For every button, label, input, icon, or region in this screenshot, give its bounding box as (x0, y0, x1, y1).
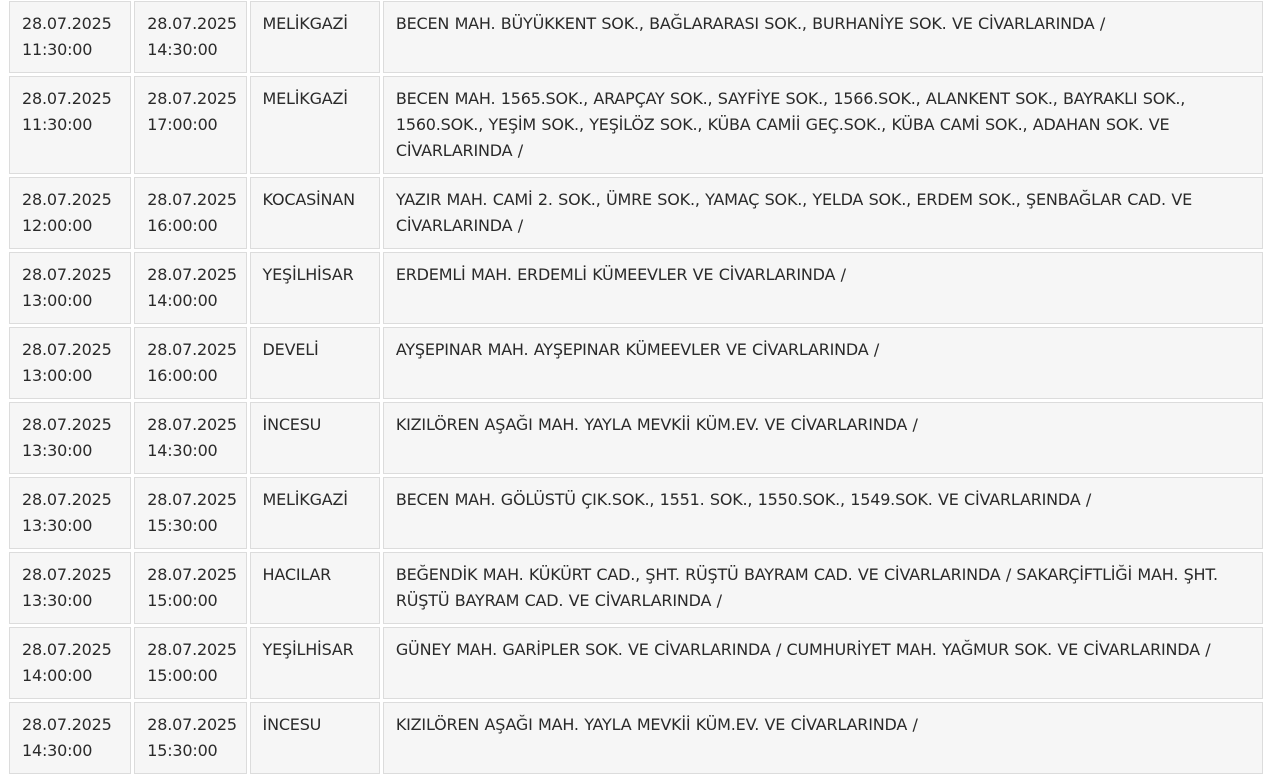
table-row (9, 76, 1263, 174)
start-time: 13:30:00 (22, 516, 93, 535)
end-datetime-cell (134, 1, 246, 73)
outage-table-container (6, 0, 1266, 777)
end-time: 15:00:00 (147, 666, 218, 685)
district-cell: MELİKGAZİ (250, 76, 380, 174)
area-cell: AYŞEPINAR MAH. AYŞEPINAR KÜMEEVLER VE CİVARLARINDA / (383, 327, 1263, 399)
start-date: 28.07.2025 (22, 715, 112, 734)
table-row (9, 477, 1263, 549)
table-row (9, 627, 1263, 699)
end-date: 28.07.2025 (147, 490, 237, 509)
table-row (9, 252, 1263, 324)
start-date: 28.07.2025 (22, 640, 112, 659)
end-datetime-cell (134, 627, 246, 699)
start-date: 28.07.2025 (22, 340, 112, 359)
start-datetime-cell (9, 552, 131, 624)
start-date: 28.07.2025 (22, 490, 112, 509)
end-datetime-cell (134, 552, 246, 624)
start-datetime-cell (9, 252, 131, 324)
end-time: 14:30:00 (147, 40, 218, 59)
start-datetime-cell (9, 76, 131, 174)
end-date: 28.07.2025 (147, 565, 237, 584)
start-datetime-cell (9, 702, 131, 774)
start-date: 28.07.2025 (22, 415, 112, 434)
table-row (9, 327, 1263, 399)
end-datetime-cell (134, 327, 246, 399)
start-date: 28.07.2025 (22, 190, 112, 209)
district-cell: DEVELİ (250, 327, 380, 399)
area-cell: KIZILÖREN AŞAĞI MAH. YAYLA MEVKİİ KÜM.EV. VE CİVARLARINDA / (383, 702, 1263, 774)
start-date: 28.07.2025 (22, 89, 112, 108)
table-row (9, 702, 1263, 774)
area-cell: BECEN MAH. BÜYÜKKENT SOK., BAĞLARARASI SOK., BURHANİYE SOK. VE CİVARLARINDA / (383, 1, 1263, 73)
end-time: 16:00:00 (147, 216, 218, 235)
district-cell: YEŞİLHİSAR (250, 252, 380, 324)
table-row (9, 402, 1263, 474)
start-datetime-cell (9, 327, 131, 399)
start-time: 14:30:00 (22, 741, 93, 760)
start-datetime-cell (9, 177, 131, 249)
end-time: 15:30:00 (147, 741, 218, 760)
end-datetime-cell (134, 702, 246, 774)
end-time: 14:00:00 (147, 291, 218, 310)
start-date: 28.07.2025 (22, 565, 112, 584)
end-datetime-cell (134, 477, 246, 549)
end-date: 28.07.2025 (147, 715, 237, 734)
start-datetime-cell (9, 627, 131, 699)
start-time: 13:00:00 (22, 291, 93, 310)
start-date: 28.07.2025 (22, 14, 112, 33)
district-cell: HACILAR (250, 552, 380, 624)
start-time: 11:30:00 (22, 115, 93, 134)
district-cell: İNCESU (250, 402, 380, 474)
end-time: 15:00:00 (147, 591, 218, 610)
start-time: 14:00:00 (22, 666, 93, 685)
end-date: 28.07.2025 (147, 89, 237, 108)
start-date: 28.07.2025 (22, 265, 112, 284)
start-datetime-cell (9, 1, 131, 73)
end-datetime-cell (134, 402, 246, 474)
area-cell: BECEN MAH. 1565.SOK., ARAPÇAY SOK., SAYFİYE SOK., 1566.SOK., ALANKENT SOK., BAYRAKLI SOK., 1560.SOK., YEŞİM SOK., YEŞİLÖZ SOK., KÜBA CAMİİ GEÇ.SOK., KÜBA CAMİ SOK., ADAHAN SOK. VE CİVARLARINDA / (383, 76, 1263, 174)
area-cell: BECEN MAH. GÖLÜSTÜ ÇIK.SOK., 1551. SOK., 1550.SOK., 1549.SOK. VE CİVARLARINDA / (383, 477, 1263, 549)
district-cell: MELİKGAZİ (250, 477, 380, 549)
end-date: 28.07.2025 (147, 340, 237, 359)
end-time: 16:00:00 (147, 366, 218, 385)
district-cell: İNCESU (250, 702, 380, 774)
end-date: 28.07.2025 (147, 265, 237, 284)
area-cell: ERDEMLİ MAH. ERDEMLİ KÜMEEVLER VE CİVARLARINDA / (383, 252, 1263, 324)
area-cell: GÜNEY MAH. GARİPLER SOK. VE CİVARLARINDA / CUMHURİYET MAH. YAĞMUR SOK. VE CİVARLARINDA / (383, 627, 1263, 699)
end-time: 14:30:00 (147, 441, 218, 460)
end-datetime-cell (134, 76, 246, 174)
end-date: 28.07.2025 (147, 640, 237, 659)
end-date: 28.07.2025 (147, 190, 237, 209)
end-time: 15:30:00 (147, 516, 218, 535)
start-datetime-cell (9, 477, 131, 549)
end-date: 28.07.2025 (147, 415, 237, 434)
start-time: 13:00:00 (22, 366, 93, 385)
table-body (9, 1, 1263, 774)
end-datetime-cell (134, 252, 246, 324)
area-cell: YAZIR MAH. CAMİ 2. SOK., ÜMRE SOK., YAMAÇ SOK., YELDA SOK., ERDEM SOK., ŞENBAĞLAR CAD. VE CİVARLARINDA / (383, 177, 1263, 249)
end-time: 17:00:00 (147, 115, 218, 134)
end-date: 28.07.2025 (147, 14, 237, 33)
start-time: 12:00:00 (22, 216, 93, 235)
district-cell: KOCASİNAN (250, 177, 380, 249)
district-cell: YEŞİLHİSAR (250, 627, 380, 699)
table-row (9, 177, 1263, 249)
outage-schedule-table (6, 0, 1266, 777)
area-cell: KIZILÖREN AŞAĞI MAH. YAYLA MEVKİİ KÜM.EV. VE CİVARLARINDA / (383, 402, 1263, 474)
area-cell: BEĞENDİK MAH. KÜKÜRT CAD., ŞHT. RÜŞTÜ BAYRAM CAD. VE CİVARLARINDA / SAKARÇİFTLİĞİ MAH. ŞHT. RÜŞTÜ BAYRAM CAD. VE CİVARLARINDA / (383, 552, 1263, 624)
start-time: 11:30:00 (22, 40, 93, 59)
start-time: 13:30:00 (22, 591, 93, 610)
end-datetime-cell (134, 177, 246, 249)
start-time: 13:30:00 (22, 441, 93, 460)
table-row (9, 1, 1263, 73)
district-cell: MELİKGAZİ (250, 1, 380, 73)
start-datetime-cell (9, 402, 131, 474)
table-row (9, 552, 1263, 624)
